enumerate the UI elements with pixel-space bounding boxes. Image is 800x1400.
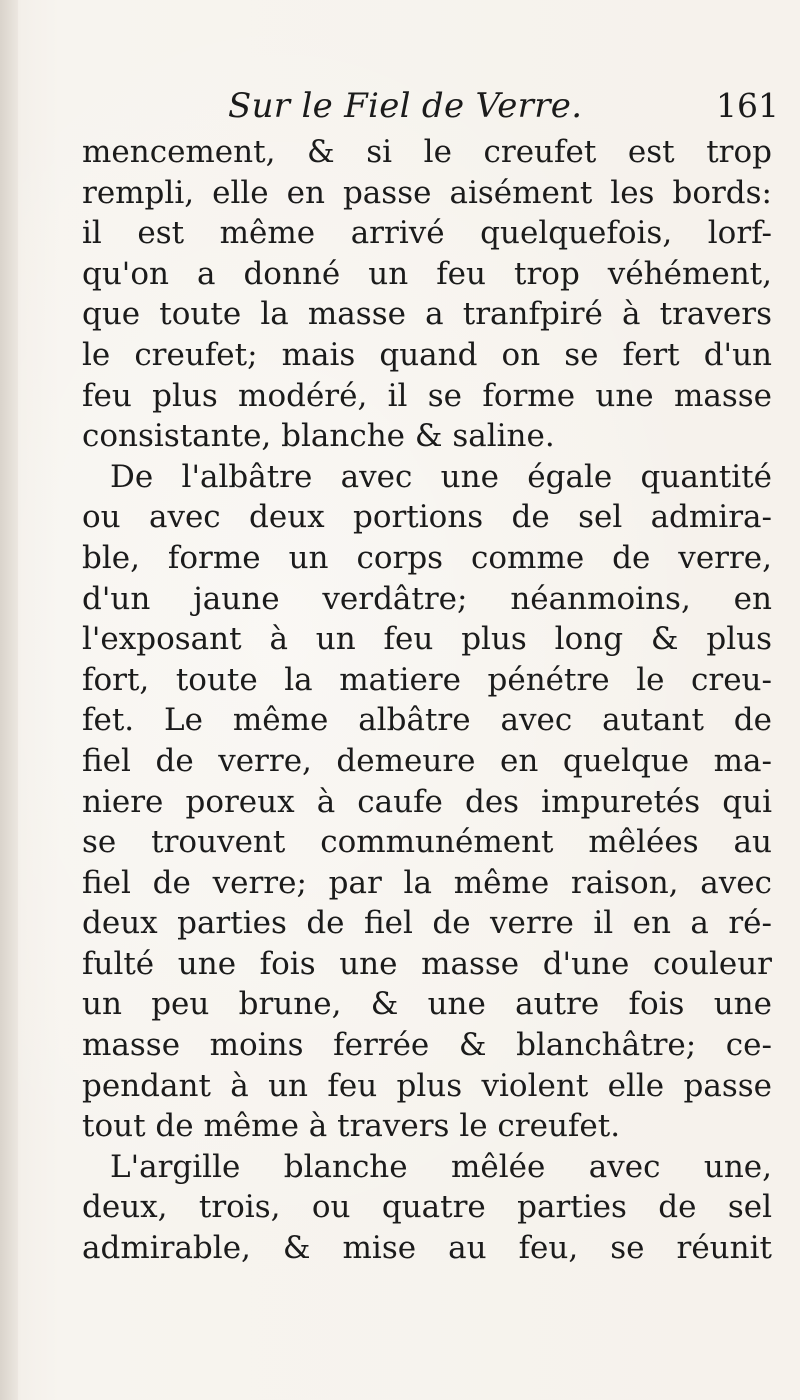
- text-line: fet. Le même albâtre avec autant de: [82, 702, 772, 739]
- page-number: 161: [716, 86, 779, 125]
- text-line: mencement, & si le creufet est trop: [82, 134, 772, 170]
- text-line: qu'on a donné un feu trop véhément,: [82, 255, 772, 292]
- text-line: ble, forme un corps comme de verre,: [82, 539, 772, 576]
- text-line: admirable, & mise au feu, se réunit: [82, 1230, 772, 1267]
- text-line: fort, toute la matiere pénétre le creu-: [82, 661, 772, 698]
- paragraph-start-line: De l'albâtre avec une égale quantité: [110, 458, 772, 495]
- text-line: un peu brune, & une autre fois une: [82, 986, 772, 1023]
- paragraph-end-line: tout de même à travers le creufet.: [82, 1108, 621, 1145]
- text-line: le creufet; mais quand on se fert d'un: [82, 336, 772, 373]
- text-line: niere poreux à caufe des impuretés qui: [82, 783, 772, 820]
- running-head: Sur le Fiel de Verre.: [228, 86, 583, 126]
- text-line: se trouvent communément mêlées au: [82, 824, 772, 861]
- text-line: ou avec deux portions de sel admira-: [82, 499, 772, 536]
- text-line: masse moins ferrée & blanchâtre; ce-: [82, 1027, 772, 1064]
- text-line: l'exposant à un feu plus long & plus: [82, 621, 772, 658]
- text-line: d'un jaune verdâtre; néanmoins, en: [82, 580, 772, 617]
- text-line: que toute la masse a tranfpiré à travers: [82, 296, 772, 333]
- paragraph-start-line: L'argille blanche mêlée avec une,: [110, 1148, 772, 1185]
- text-line: fiel de verre, demeure en quelque ma-: [82, 742, 772, 779]
- text-line: rempli, elle en passe aisément les bords:: [82, 174, 772, 211]
- page-gutter: [0, 0, 18, 1400]
- text-line: feu plus modéré, il se forme une masse: [82, 377, 772, 414]
- text-line: fiel de verre; par la même raison, avec: [82, 864, 772, 901]
- text-line: deux, trois, ou quatre parties de sel: [82, 1189, 772, 1226]
- text-line: il est même arrivé quelquefois, lorf-: [82, 215, 772, 252]
- body-text: [82, 132, 772, 1269]
- text-line: pendant à un feu plus violent elle passe: [82, 1067, 772, 1104]
- text-line: fulté une fois une masse d'une couleur: [82, 945, 772, 982]
- text-line: deux parties de fiel de verre il en a ré-: [82, 905, 772, 942]
- paragraph-end-line: consistante, blanche & saline.: [82, 418, 555, 455]
- page-header: [0, 86, 800, 136]
